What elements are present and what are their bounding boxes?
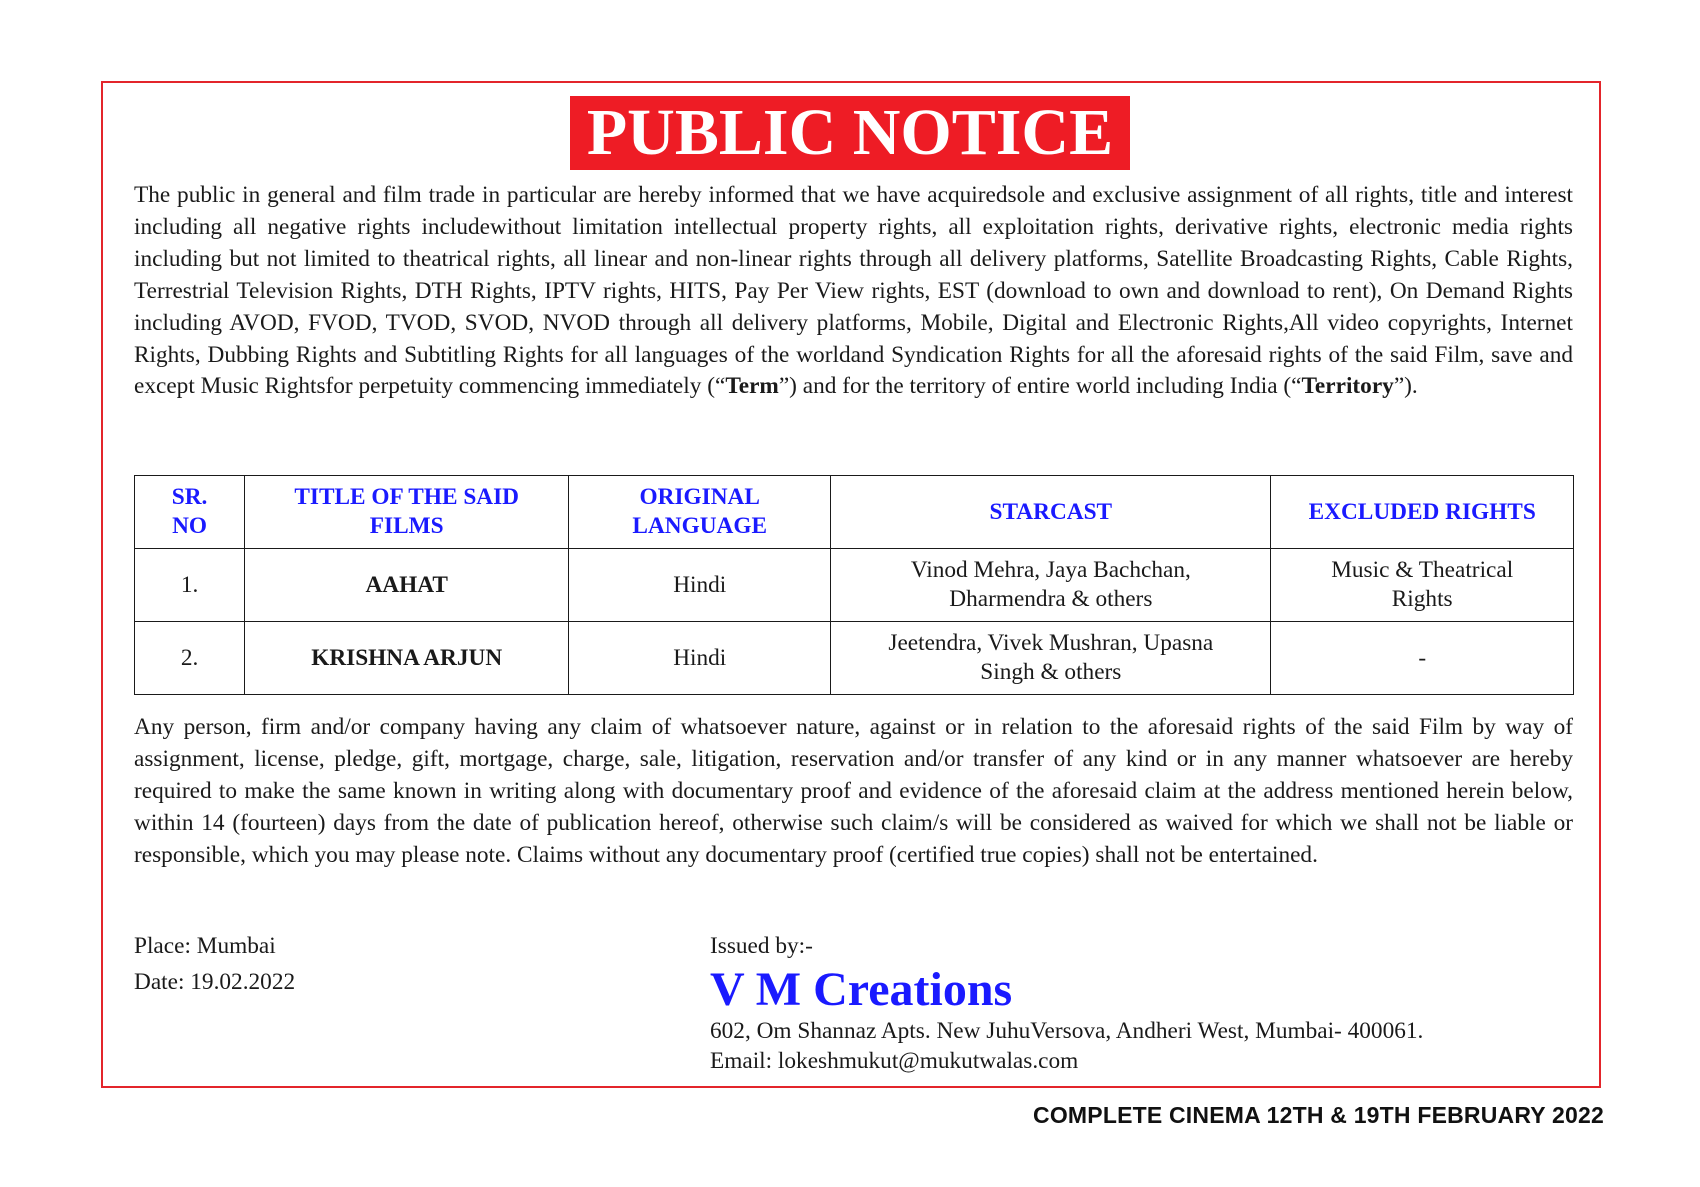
cell-starcast: Jeetendra, Vivek Mushran, Upasna Singh & others bbox=[831, 622, 1271, 695]
claim-paragraph: Any person, firm and/or company having any claim of whatsoever nature, against or in relation to the aforesaid rights of the said Film by way of assignment, license, pledge, gift, mortgage, charge, sale, litigation, reservation and/or transfer of any kind or in any manner whatsoever are hereby required to make the same known in writing along with documentary proof and evidence of the aforesaid claim at the address mentioned herein below, within 14 (fourteen) days from the date of publication hereof, otherwise such claim/s will be considered as waived for which we shall not be liable or responsible, which you may please note. Claims without any documentary proof (certified true copies) shall not be entertained. bbox=[134, 714, 1573, 868]
date-line: Date: 19.02.2022 bbox=[134, 969, 296, 995]
cell-sr: 2. bbox=[135, 622, 245, 695]
cell-starcast: Vinod Mehra, Jaya Bachchan, Dharmendra & others bbox=[831, 549, 1271, 622]
table-row bbox=[135, 622, 1574, 695]
header-excluded-rights: EXCLUDED RIGHTS bbox=[1271, 476, 1574, 549]
header-film-title: TITLE OF THE SAID FILMS bbox=[245, 476, 569, 549]
table-header-row bbox=[135, 476, 1574, 549]
header-language: ORIGINAL LANGUAGE bbox=[569, 476, 831, 549]
films-table bbox=[134, 475, 1574, 695]
place-line: Place: Mumbai bbox=[134, 933, 276, 959]
publication-footer: COMPLETE CINEMA 12TH & 19TH FEBRUARY 2022 bbox=[1033, 1102, 1604, 1128]
company-name: V M Creations bbox=[710, 963, 1013, 1016]
intro-end-text: ”). bbox=[1393, 373, 1418, 400]
cell-excluded-rights: - bbox=[1271, 622, 1574, 695]
place-date-block bbox=[134, 928, 295, 1000]
intro-paragraph bbox=[134, 180, 1573, 403]
term-word: Term bbox=[725, 373, 779, 400]
header-starcast: STARCAST bbox=[831, 476, 1271, 549]
cell-excluded-rights: Music & Theatrical Rights bbox=[1271, 549, 1574, 622]
cell-film-title: AAHAT bbox=[245, 549, 569, 622]
cell-language: Hindi bbox=[569, 549, 831, 622]
cell-sr: 1. bbox=[135, 549, 245, 622]
table-row bbox=[135, 549, 1574, 622]
header-sr-no: SR. NO bbox=[135, 476, 245, 549]
notice-title: PUBLIC NOTICE bbox=[570, 96, 1130, 170]
intro-text: The public in general and film trade in particular are hereby informed that we have acquiredsole and exclusive assignment of all rights, title and interest including all negative rights includewithout limitation intellectual property rights, all exploitation rights, derivative rights, electronic media rights including but not limited to theatrical rights, all linear and non-linear rights through all delivery platforms, Satellite Broadcasting Rights, Cable Rights, Terrestrial Television Rights, DTH Rights, IPTV rights, HITS, Pay Per View rights, EST (download to own and download to rent), On Demand Rights including AVOD, FVOD, TVOD, SVOD, NVOD through all delivery platforms, Mobile, Digital and Electronic Rights,All video copyrights, Internet Rights, Dubbing Rights and Subtitling Rights for all languages of the worldand Syndication Rights for all the aforesaid rights of the said Film, save and except Music Rightsfor perpetuity commencing immediately (“ bbox=[134, 182, 1573, 400]
company-email: Email: lokeshmukut@mukutwalas.com bbox=[710, 1048, 1079, 1074]
issued-by-label: Issued by:- bbox=[710, 933, 813, 959]
company-address: 602, Om Shannaz Apts. New JuhuVersova, Andheri West, Mumbai- 400061. bbox=[710, 1018, 1424, 1044]
cell-language: Hindi bbox=[569, 622, 831, 695]
cell-film-title: KRISHNA ARJUN bbox=[245, 622, 569, 695]
intro-mid-text: ”) and for the territory of entire world including India (“ bbox=[778, 373, 1302, 400]
title-container bbox=[0, 96, 1700, 170]
territory-word: Territory bbox=[1301, 373, 1394, 400]
issuer-block bbox=[710, 928, 1423, 1076]
